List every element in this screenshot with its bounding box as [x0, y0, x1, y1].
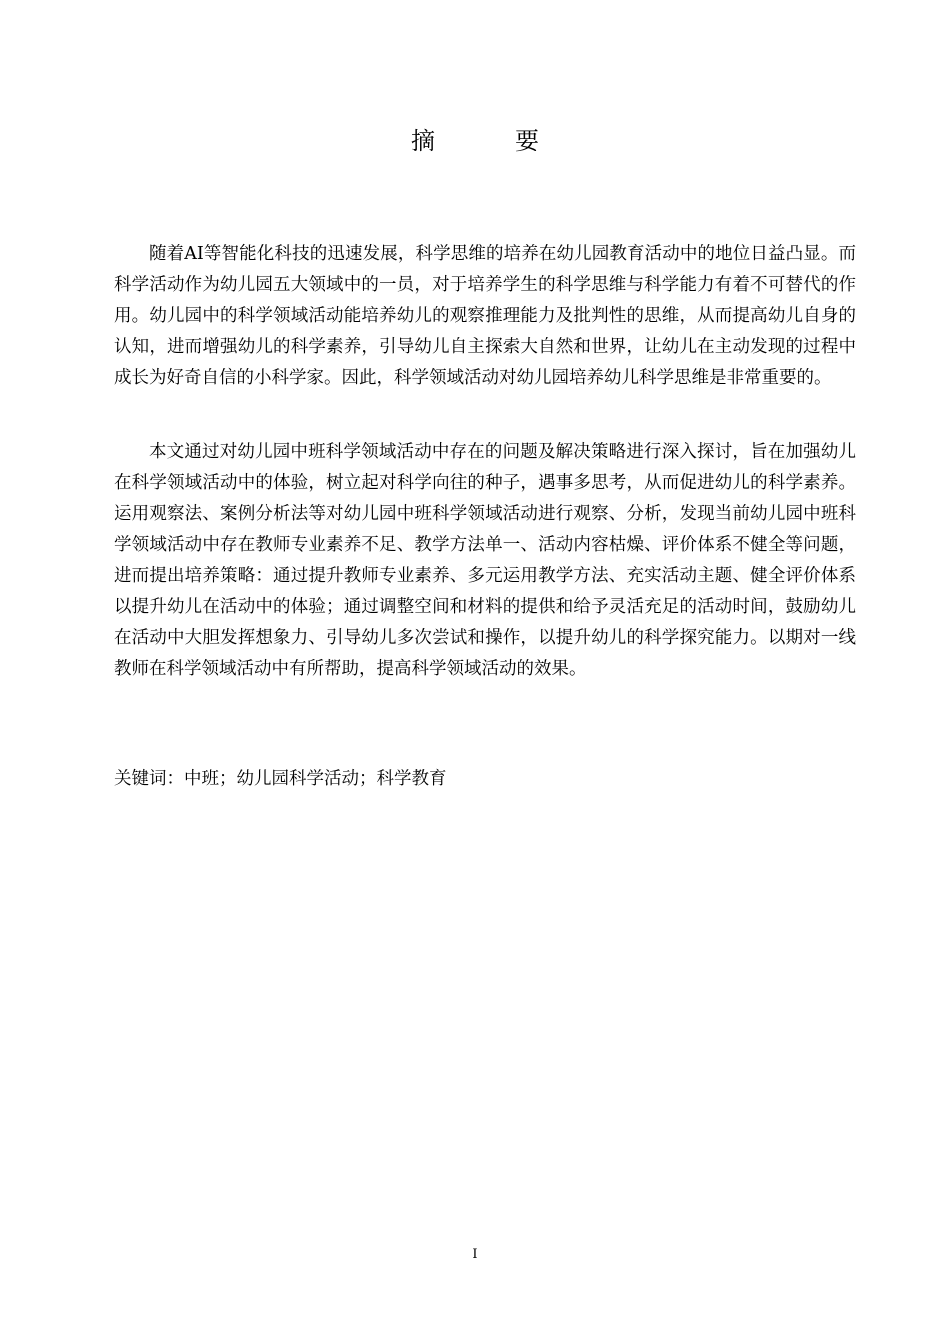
paragraph-text: 随着AI等智能化科技的迅速发展，科学思维的培养在幼儿园教育活动中的地位日益凸显。而科学活动作为幼儿园五大领域中的一员，对于培养学生的科学思维与科学能力有着不可替代的作用。幼儿园中的科学领域活动能培养幼儿的观察推理能力及批判性的思维，从而提高幼儿自身的认知，进而增强幼儿的科学素养，引导幼儿自主探索大自然和世界，让幼儿在主动发现的过程中成长为好奇自信的小科学家。因此，科学领域活动对幼儿园培养幼儿科学思维是非常重要的。 [114, 244, 856, 388]
abstract-paragraph-2 [114, 437, 856, 685]
page-number: I [472, 1247, 478, 1262]
page-title: 摘 要 [411, 127, 567, 155]
paragraph-text: 本文通过对幼儿园中班科学领域活动中存在的问题及解决策略进行深入探讨，旨在加强幼儿在科学领域活动中的体验，树立起对科学向往的种子，遇事多思考，从而促进幼儿的科学素养。运用观察法、案例分析法等对幼儿园中班科学领域活动进行观察、分析，发现当前幼儿园中班科学领域活动中存在教师专业素养不足、教学方法单一、活动内容枯燥、评价体系不健全等问题，进而提出培养策略：通过提升教师专业素养、多元运用教学方法、充实活动主题、健全评价体系以提升幼儿在活动中的体验；通过调整空间和材料的提供和给予灵活充足的活动时间，鼓励幼儿在活动中大胆发挥想象力、引导幼儿多次尝试和操作，以提升幼儿的科学探究能力。以期对一线教师在科学领域活动中有所帮助，提高科学领域活动的效果。 [114, 442, 856, 679]
keywords-line: 关键词：中班；幼儿园科学活动；科学教育 [114, 769, 447, 789]
abstract-paragraph-1 [114, 239, 856, 394]
